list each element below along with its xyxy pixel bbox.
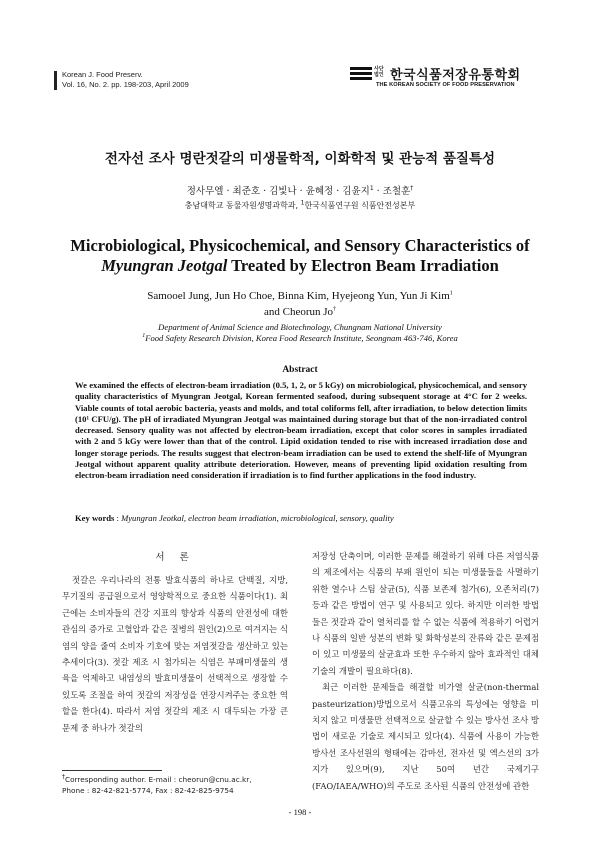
english-title: Microbiological, Physicochemical, and Sensory Characteristics of Myungran Jeotgal Treated by Electron Beam Irradiation [70,236,530,275]
society-type-label: 사단 법인 [374,66,384,78]
right-column-text: 저장성 단축이며, 이러한 문제를 해결하기 위해 다른 저염식품의 제조에서는 식품의 부패 원인이 되는 미생물들을 사멸하기 위한 열수나 스팀 살균(5), 식품 보존제 첨가(6), 오존처리(7) 등과 같은 방법이 연구 및 사용되고 있다. 하지만 이러한 방법들은 젓갈과 같이 열처리를 할 수 없는 식품에 적용하기 어렵거나 식품의 일반 성분의 변화 및 화학성분의 잔류와 같은 문제점이 있고 미생물의 살균효과 또한 우수하지 않아 효과적인 대체 기술의 개발이 필요하다(8). 최근 이러한 문제들을 해결할 비가열 살균(non-thermal pasteurization)방법으로서 식품고유의 특성에는 영향을 미치지 않고 미생물만 선택적으로 살균할 수 있는 방사선 조사 방법이 새로운 기술로 제시되고 있다(4). 식품에 사용이 가능한 방사선 조사선원의 형태에는 감마선, 전자선 및 엑스선의 3가지가 있으며(9), 지난 50여 년간 국제기구 (FAO/IAEA/WHO)의 주도로 조사된 식품의 안전성에 관한 [312,551,539,791]
left-column-text: 젓갈은 우리나라의 전통 발효식품의 하나로 단백질, 지방, 무기질의 공급원으로서 영양학적으로 중요한 식품이다(1). 최근에는 소비자들의 건강 지표의 향상과 식품의 안전성에 대한 관심의 증가로 고혈압과 같은 질병의 원인(2)으로 여겨지는 식염의 양을 줄여 소비자 기호에 맞는 저염젓갈을 생산하고 있는 추세이다(3). 젓갈 제조 시 첨가되는 식염은 부패미생물의 생육을 억제하고 내염성의 발효미생물이 선택적으로 생장할 수 있도록 조절을 하여 젓갈의 저장성을 연장시켜주는 중요한 역할을 한다(4). 따라서 저염 젓갈의 제조 시 대두되는 가장 큰 문제 중 하나가 젓갈의 [62,575,288,733]
journal-volume: Vol. 16, No. 2. pp. 198-203, April 2009 [62,80,189,89]
section-heading-introduction: 서 론 [155,552,195,563]
abstract-text: We examined the effects of electron-beam irradiation (0.5, 1, 2, or 5 kGy) on microbiological, physicochemical, and sensory quality characteristics of Myungran Jeotgal, Korean fermented seafood, during subsequent storage at 4°C for 2 weeks. Viable counts of total aerobic bacteria, yeasts and molds, and total coliforms fell, after irradiation, to below detection limits (10¹ CFU/g). The pH of irradiated Myungran Jeotgal was maintained during storage but that of the non-irradiated control decreased. Sensory quality was not affected by electron-beam irradiation, except that color scores in samples irradiated with 2 and 5 kGy were lower than that of the control. Lipid oxidation tended to rise with increased irradiation dose and longer storage periods. The results suggest that electron-beam irradiation can be used to extend the shelf-life of Myungran Jeotgal without apparent quality attribute deterioration. However, means of preventing lipid oxidation resulting from electron-beam irradiation need consideration if irradiation is to find further applications in the food industry. [75,380,527,481]
korean-authors: 정사무엘 · 최준호 · 김빛나 · 윤혜정 · 김윤지$^1$ · 조철훈† [186,184,414,197]
society-emblem-icon [350,66,372,80]
keywords: Key words : Myungran Jeotkal, electron beam irradiation, microbiological, sensory, quality [75,513,394,523]
page-number: - 198 - [288,807,312,817]
corresponding-author-footnote: †Corresponding author. E-mail : cheorun@cnu.ac.kr, Phone : 82-42-821-5774, Fax : 82-42-825-9754 [62,773,252,795]
journal-name: Korean J. Food Preserv. [62,70,143,79]
korean-affiliation: 충남대학교 동물자원생명과학과, $^1$한국식품연구원 식품안전성본부 [184,199,416,210]
footnote-rule [62,770,162,771]
korean-title: 전자선 조사 명란젓갈의 미생물학적, 이화학적 및 관능적 품질특성 [104,151,496,167]
society-korean-name: 한국식품저장유통학회 [390,68,521,83]
journal-citation [62,70,189,90]
abstract-heading: Abstract [282,365,318,375]
society-english-name: THE KOREAN SOCIETY OF FOOD PRESERVATION [376,82,515,88]
english-authors: Samooel Jung, Jun Ho Choe, Binna Kim, Hyejeong Yun, Yun Ji Kim$^1$ and Cheorun Jo† [147,290,453,318]
english-affiliation: Department of Animal Science and Biotechnology, Chungnam National University $^1$Food Safety Research Division, Korea Food Research Institute, Seongnam 463-746, Korea [142,322,458,343]
citation-bar [54,71,57,90]
society-logo [350,64,540,94]
